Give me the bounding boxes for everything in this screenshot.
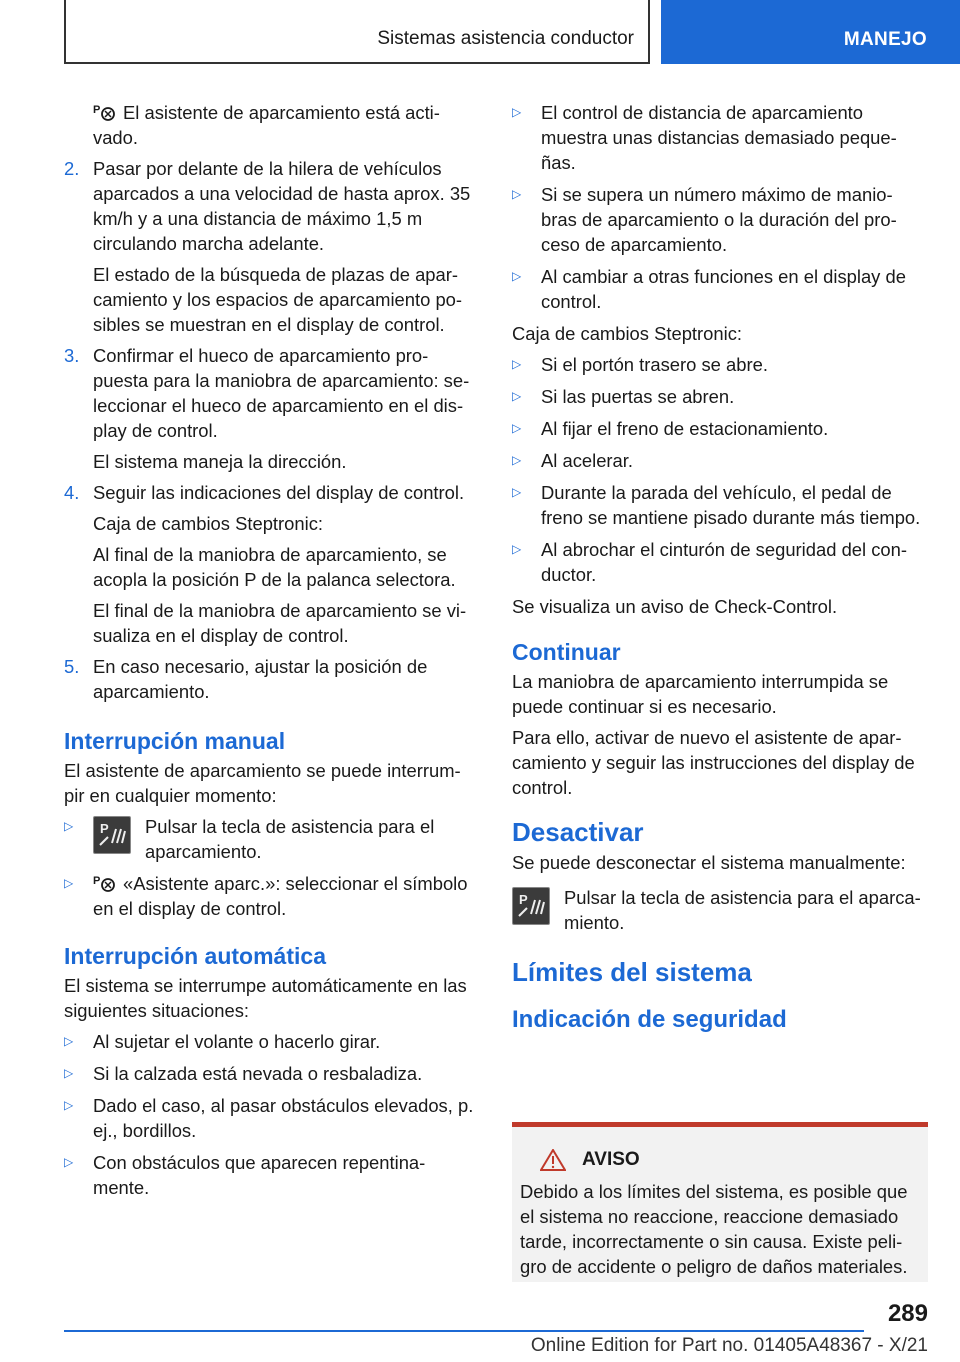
step-2 [64,156,477,256]
left-column [64,100,477,1207]
step-2-note: El estado de la búsqueda de plazas de apar-camiento y los espacios de aparcamiento po-sibles se muestran en el display de control. [93,264,463,335]
step-number: 5. [64,656,80,677]
step-text: En caso necesario, ajustar la posición de aparcamiento. [93,656,428,702]
continuar-paragraph-2: Para ello, activar de nuevo el asistente de apar-camiento y seguir las instrucciones del display de control. [512,727,915,798]
item1-text: El asistente de aparcamiento está acti-vado. [93,102,440,148]
bullet-triangle-icon: ▷ [64,1034,74,1048]
step-text: Seguir las indicaciones del display de control. [93,482,465,503]
auto-bullet [512,100,928,175]
bullet-triangle-icon: ▷ [512,453,522,467]
step-number: 2. [64,158,80,179]
auto-bullet-text: Con obstáculos que aparecen repentina-mente. [93,1152,426,1198]
auto-bullet [64,1029,477,1054]
steptronic-bullet [512,537,928,587]
heading-manual-interruption: Interrupción manual [64,728,286,754]
page-number: 289 [887,1300,928,1327]
footer-edition: Online Edition for Part no. 01405A48367 - X/21 [530,1335,928,1356]
section-title: MANEJO [843,29,927,50]
auto-bullet-text: Si se supera un número máximo de manio-bras de aparcamiento o la duración del pro-ceso de aparcamiento. [541,184,897,255]
auto-bullet [512,182,928,257]
steptronic-bullet-text: Si las puertas se abren. [541,386,735,407]
manual-bullet-2-text: «Asistente aparc.»: seleccionar el símbolo en el display de control. [93,873,468,919]
step-number: 4. [64,482,80,503]
warning-text: Debido a los límites del sistema, es posible que el sistema no reaccione, reaccione demasiado tarde, incorrectamente o sin causa. Existe peli-gro de accidente o peligro de daños materiales. [520,1181,908,1277]
step-number: 3. [64,345,80,366]
auto-bullet-text: Al sujetar el volante o hacerlo girar. [93,1031,381,1052]
manual-bullet-1 [64,814,477,864]
parking-assistant-icon [93,873,117,893]
steptronic-bullet-text: Durante la parada del vehículo, el pedal de freno se mantiene pisado durante más tiempo. [541,482,921,528]
auto-bullet [64,1150,477,1200]
steptronic-bullet-text: Al acelerar. [541,450,633,471]
svg-text:P: P [519,892,528,907]
auto-bullet-text: Al cambiar a otras funciones en el display de control. [541,266,906,312]
steptronic-bullet-text: Si el portón trasero se abre. [541,354,768,375]
step-3 [64,343,477,443]
bullet-triangle-icon: ▷ [64,1066,74,1080]
bullet-triangle-icon: ▷ [512,542,522,556]
heading-limites: Límites del sistema [512,957,752,987]
desactivar-button-row [512,885,928,935]
manual-intro: El asistente de aparcamiento se puede interrum-pir en cualquier momento: [64,760,461,806]
bullet-triangle-icon: ▷ [512,421,522,435]
bullet-triangle-icon: ▷ [64,1098,74,1112]
bullet-triangle-icon: ▷ [512,269,522,283]
heading-desactivar: Desactivar [512,817,644,847]
step-5 [64,654,477,704]
step-3-note: El sistema maneja la dirección. [93,451,347,472]
bullet-triangle-icon: ▷ [64,819,74,833]
header-chapter-box [64,0,650,64]
step-4-note-1: Caja de cambios Steptronic: [93,513,323,534]
steptronic-label: Caja de cambios Steptronic: [512,323,742,344]
step-4 [64,480,477,505]
svg-text:P: P [100,821,109,836]
steptronic-bullet [512,352,928,377]
steptronic-bullet [512,448,928,473]
step-text: Confirmar el hueco de aparcamiento pro-puesta para la maniobra de aparcamiento: se-leccionar el hueco de aparcamiento en el dis-play de control. [93,345,470,441]
auto-bullet [512,264,928,314]
steptronic-bullet [512,416,928,441]
auto-bullet [64,1061,477,1086]
manual-bullet-1-text: Pulsar la tecla de asistencia para el aparcamiento. [145,816,435,862]
parking-assist-button-icon [93,816,131,854]
manual-bullet-2 [64,871,477,921]
heading-indicacion: Indicación de seguridad [512,1006,787,1033]
warning-label: AVISO [582,1149,640,1170]
step-4-note-3: El final de la maniobra de aparcamiento se vi-sualiza en el display de control. [93,600,467,646]
bullet-triangle-icon: ▷ [512,389,522,403]
warning-box [512,1122,928,1282]
bullet-triangle-icon: ▷ [64,876,74,890]
check-control-note: Se visualiza un aviso de Check-Control. [512,596,838,617]
svg-text:P: P [93,104,101,116]
heading-continuar: Continuar [512,639,621,665]
bullet-triangle-icon: ▷ [512,105,522,119]
auto-bullet-text: El control de distancia de aparcamiento muestra unas distancias demasiado peque-ñas. [541,102,897,173]
desactivar-paragraph: Se puede desconectar el sistema manualmente: [512,852,906,873]
desactivar-button-text: Pulsar la tecla de asistencia para el aparca-miento. [564,887,921,933]
right-column [512,100,928,1035]
bullet-triangle-icon: ▷ [512,485,522,499]
steptronic-bullet [512,480,928,530]
step-text: Pasar por delante de la hilera de vehículos aparcados a una velocidad de hasta aprox. 35 km/h y a una distancia de máximo 1,5 m circulando marcha adelante. [93,158,471,254]
item1-continuation [64,100,477,150]
auto-bullet [64,1093,477,1143]
steptronic-bullet-text: Al fijar el freno de estacionamiento. [541,418,829,439]
footer-divider [64,1330,864,1332]
auto-intro: El sistema se interrumpe automáticamente en las siguientes situaciones: [64,975,467,1021]
bullet-triangle-icon: ▷ [64,1155,74,1169]
warning-header [540,1149,920,1171]
parking-assistant-icon [93,102,117,122]
svg-text:P: P [93,875,101,887]
steptronic-bullet-text: Al abrochar el cinturón de seguridad del con-ductor. [541,539,907,585]
auto-bullet-text: Si la calzada está nevada o resbaladiza. [93,1063,423,1084]
header-section-tab [661,0,960,64]
steptronic-bullet [512,384,928,409]
step-4-note-2: Al final de la maniobra de aparcamiento, se acopla la posición P de la palanca selectora. [93,544,456,590]
warning-triangle-icon [540,1149,566,1171]
parking-assist-button-icon [512,887,550,925]
bullet-triangle-icon: ▷ [512,357,522,371]
bullet-triangle-icon: ▷ [512,187,522,201]
chapter-title: Sistemas asistencia conductor [377,28,634,49]
heading-automatic-interruption: Interrupción automática [64,943,326,969]
auto-bullet-text: Dado el caso, al pasar obstáculos elevados, p. ej., bordillos. [93,1095,474,1141]
continuar-paragraph-1: La maniobra de aparcamiento interrumpida se puede continuar si es necesario. [512,671,889,717]
